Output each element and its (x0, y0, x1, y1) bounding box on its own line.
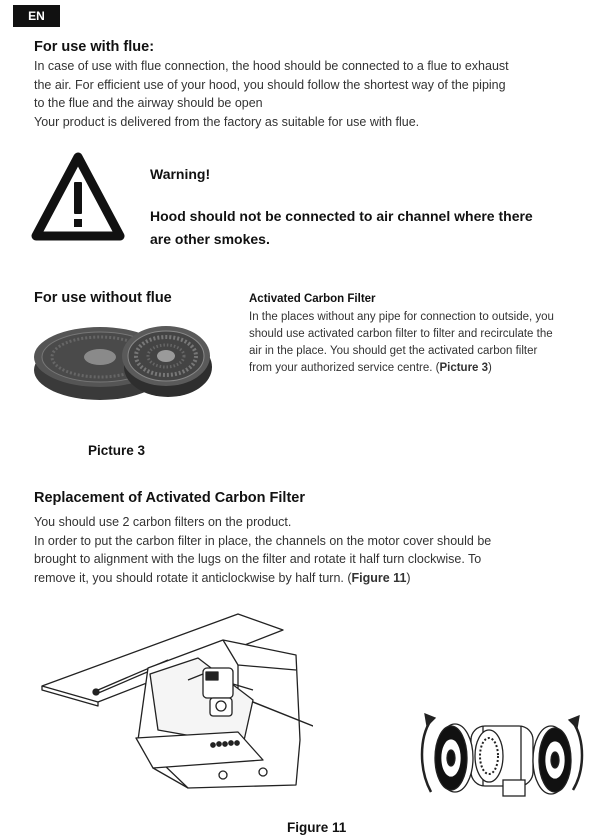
replacement-line: In order to put the carbon filter in place, the channels on the motor cover should be (34, 533, 492, 548)
without-flue-heading: For use without flue (34, 290, 172, 306)
carbon-filter-line: should use activated carbon filter to filter and recirculate the (249, 328, 553, 340)
warning-text (150, 205, 533, 251)
picture-3-reference: Picture 3 (439, 362, 489, 374)
figure-11-caption: Figure 11 (287, 820, 347, 835)
carbon-filter-line: air in the place. You should get the activated carbon filter (249, 345, 538, 357)
flue-line: In case of use with flue connection, the hood should be connected to a flue to exhaust (34, 59, 509, 73)
flue-line: the air. For efficient use of your hood, you should follow the shortest way of the piping (34, 77, 506, 92)
warning-triangle-icon (30, 150, 126, 244)
language-badge: EN (13, 5, 60, 27)
carbon-filter-line (249, 360, 594, 377)
figure-11-reference: Figure 11 (351, 570, 407, 585)
replacement-line (34, 569, 579, 588)
flue-paragraph (34, 57, 579, 131)
replacement-paragraph (34, 513, 579, 587)
flue-line: to the flue and the airway should be open (34, 96, 263, 111)
carbon-filters-image (30, 312, 215, 407)
warning-title: Warning! (150, 166, 211, 182)
warning-line: are other smokes. (150, 231, 270, 247)
warning-line: Hood should not be connected to air channel where there (150, 208, 533, 224)
replacement-line: You should use 2 carbon filters on the product. (34, 515, 292, 529)
hood-diagram-image (38, 610, 313, 795)
replacement-line: brought to alignment with the lugs on the filter and rotate it half turn clockwise. To (34, 552, 482, 567)
flue-heading: For use with flue: (34, 39, 155, 55)
replacement-heading: Replacement of Activated Carbon Filter (34, 490, 305, 506)
carbon-filter-front (122, 326, 212, 397)
motor-filters-image (413, 708, 588, 803)
carbon-filter-line4-text: from your authorized service centre. ( (249, 362, 440, 374)
picture-3-caption: Picture 3 (88, 443, 146, 458)
carbon-filter-line4-end: ) (488, 362, 492, 374)
flue-line: Your product is delivered from the factory as suitable for use with flue. (34, 114, 420, 129)
replacement-line4-text: remove it, you should rotate it anticlockwise by half turn. ( (34, 570, 352, 585)
replacement-line4-end: ) (406, 570, 411, 585)
carbon-filter-heading: Activated Carbon Filter (249, 293, 376, 305)
carbon-filter-line: In the places without any pipe for connection to outside, you (249, 311, 554, 323)
carbon-filter-paragraph (249, 309, 594, 377)
